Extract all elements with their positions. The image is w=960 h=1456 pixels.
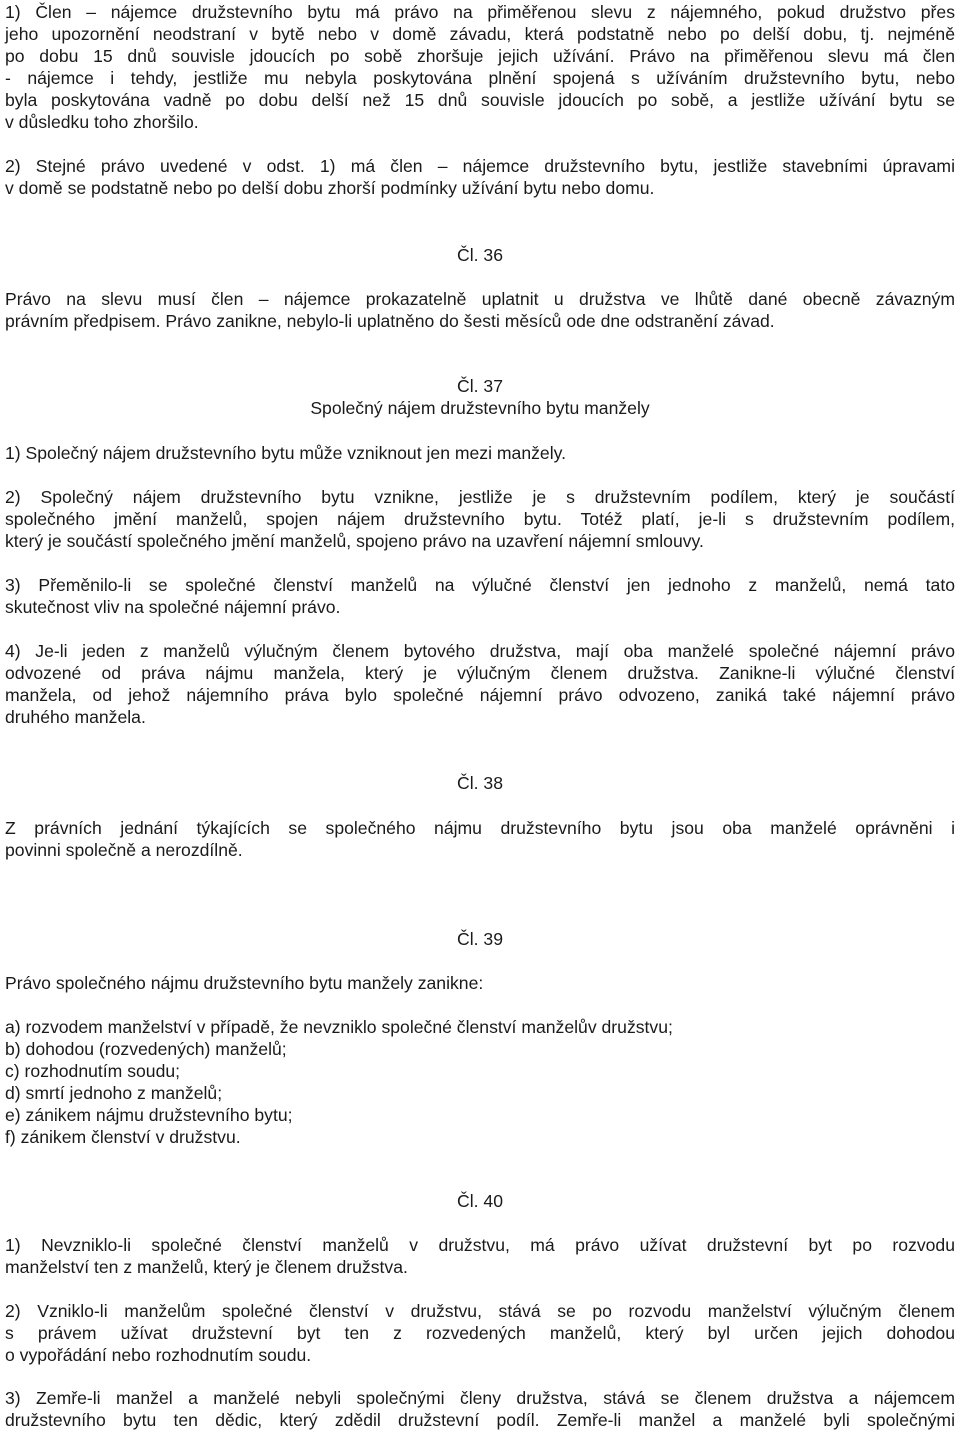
article-heading: Čl. 40 xyxy=(457,1191,503,1211)
text-line: 2) Vzniklo-li manželům společné členství v družstvu, stává se po rozvodu manželství výlučným členem xyxy=(5,1301,955,1321)
text-line: v domě se podstatně nebo po delší dobu zhorší podmínky užívání bytu nebo domu. xyxy=(5,178,655,198)
text-line: jeho upozornění neodstraní v bytě nebo v domě závadu, která podstatně nebo po delší dobu, tj. nejméně xyxy=(5,24,955,44)
text-line: 3) Zemře-li manžel a manželé nebyli společnými členy družstva, stává se členem družstva a nájemcem xyxy=(5,1388,955,1408)
article-heading: Čl. 38 xyxy=(457,773,503,793)
text-line: Právo společného nájmu družstevního bytu manžely zanikne: xyxy=(5,973,484,993)
text-line: 1) Nevzniklo-li společné členství manželů v družstvu, má právo užívat družstevní byt po rozvodu xyxy=(5,1235,955,1255)
article-heading: Čl. 37 xyxy=(457,376,503,396)
text-line: odvozené od práva nájmu manžela, který je výlučným členem družstva. Zanikne-li výlučné členství xyxy=(5,663,955,683)
list-item: e) zánikem nájmu družstevního bytu; xyxy=(5,1105,293,1125)
text-line: - nájemce i tehdy, jestliže mu nebyla poskytována plnění spojená s užíváním družstevního bytu, nebo xyxy=(5,68,955,88)
text-line: družstevního bytu ten dědic, který zdědil družstevní podíl. Zemře-li manžel a manželé byli společnými xyxy=(5,1410,955,1430)
text-line: společného jmění manželů, spojen nájem družstevního bytu. Totéž platí, je-li s družstevním podílem, xyxy=(5,509,955,529)
list-item: b) dohodou (rozvedených) manželů; xyxy=(5,1039,287,1059)
text-line: skutečnost vliv na společné nájemní právo. xyxy=(5,597,341,617)
text-line: manželství ten z manželů, který je členem družstva. xyxy=(5,1257,408,1277)
text-line: po dobu 15 dnů souvisle jdoucích po sobě zhoršuje jejich užívání. Právo na přiměřenou slevu má člen xyxy=(5,46,955,66)
text-line: s právem užívat družstevní byt ten z rozvedených manželů, který byl určen jejich dohodou xyxy=(5,1323,955,1343)
list-item: f) zánikem členství v družstvu. xyxy=(5,1127,241,1147)
text-line: 2) Společný nájem družstevního bytu vznikne, jestliže je s družstevním podílem, který je součástí xyxy=(5,487,955,507)
text-line: Právo na slevu musí člen – nájemce prokazatelně uplatnit u družstva ve lhůtě dané obecně závazným xyxy=(5,289,955,309)
article-heading: Čl. 36 xyxy=(457,245,503,265)
text-line: o vypořádání nebo rozhodnutím soudu. xyxy=(5,1345,312,1365)
text-line: manžela, od jehož nájemního práva bylo společné nájemní právo odvozeno, zaniká také nájemní právo xyxy=(5,685,955,705)
article-title: Společný nájem družstevního bytu manžely xyxy=(310,398,650,418)
text-line: 1) Člen – nájemce družstevního bytu má právo na přiměřenou slevu z nájemného, pokud družstvo přes xyxy=(5,2,955,22)
text-line: 1) Společný nájem družstevního bytu může vzniknout jen mezi manžely. xyxy=(5,443,566,463)
text-line: 4) Je-li jeden z manželů výlučným členem bytového družstva, mají oba manželé společné nájemní právo xyxy=(5,641,955,661)
text-line: v důsledku toho zhoršilo. xyxy=(5,112,199,132)
list-item: c) rozhodnutím soudu; xyxy=(5,1061,181,1081)
text-line: 3) Přeměnilo-li se společné členství manželů na výlučné členství jen jednoho z manželů, nemá tato xyxy=(5,575,955,595)
text-line: který je součástí společného jmění manželů, spojeno právo na uzavření nájemní smlouvy. xyxy=(5,531,704,551)
list-item: d) smrtí jednoho z manželů; xyxy=(5,1083,223,1103)
text-line: Z právních jednání týkajících se společného nájmu družstevního bytu jsou oba manželé oprávněni i xyxy=(5,818,955,838)
text-line: právním předpisem. Právo zanikne, nebylo-li uplatněno do šesti měsíců ode dne odstranění závad. xyxy=(5,311,775,331)
text-line: druhého manžela. xyxy=(5,707,146,727)
text-line: 2) Stejné právo uvedené v odst. 1) má člen – nájemce družstevního bytu, jestliže stavebními úpravami xyxy=(5,156,955,176)
article-heading: Čl. 39 xyxy=(457,929,503,949)
text-line: byla poskytována vadně po dobu delší než 15 dnů souvisle jdoucích po sobě, a jestliže užívání bytu se xyxy=(5,90,955,110)
text-line: povinni společně a nerozdílně. xyxy=(5,840,243,860)
list-item: a) rozvodem manželství v případě, že nevzniklo společné členství manželův družstvu; xyxy=(5,1017,673,1037)
